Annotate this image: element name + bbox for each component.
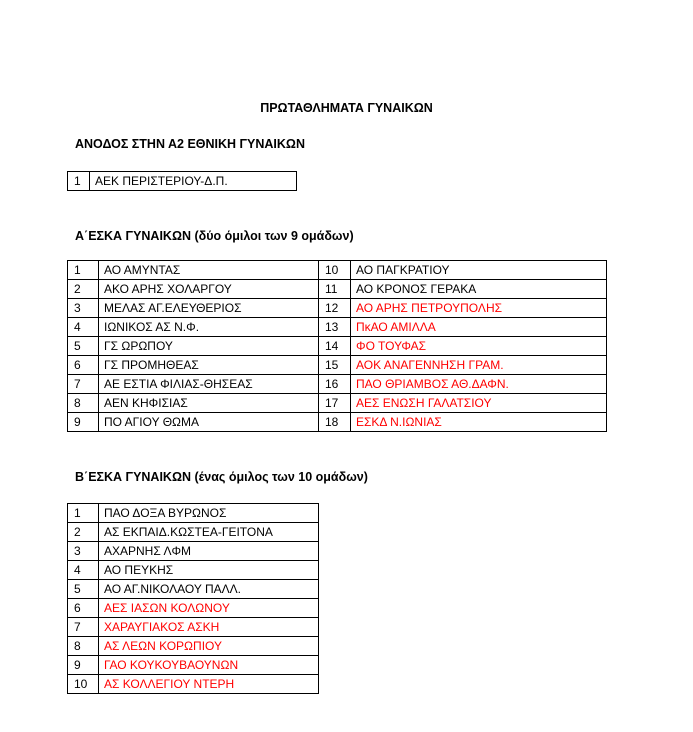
team-number: 17	[319, 394, 351, 413]
team-number: 15	[319, 356, 351, 375]
team-number: 11	[319, 280, 351, 299]
team-name: ΦΟ ΤΟΥΦΑΣ	[351, 337, 607, 356]
table-row	[68, 172, 297, 191]
team-name: ΑΟ ΚΡΟΝΟΣ ΓΕΡΑΚΑ	[351, 280, 607, 299]
table-row	[68, 561, 319, 580]
team-number: 3	[68, 299, 99, 318]
team-name: ΓΣ ΩΡΩΠΟΥ	[99, 337, 319, 356]
team-number: 13	[319, 318, 351, 337]
team-name: ΠΑΟ ΘΡΙΑΜΒΟΣ ΑΘ.ΔΑΦΝ.	[351, 375, 607, 394]
team-name: ΑΟΚ ΑΝΑΓΕΝΝΗΣΗ ΓΡΑΜ.	[351, 356, 607, 375]
team-number: 1	[68, 261, 99, 280]
table-row	[68, 675, 319, 694]
table-row	[68, 375, 607, 394]
team-name: ΓΑΟ ΚΟΥΚΟΥΒΑΟΥΝΩΝ	[99, 656, 319, 675]
table-row	[68, 337, 607, 356]
team-number: 6	[68, 599, 99, 618]
team-number: 10	[319, 261, 351, 280]
team-name: ΑΕΣ ΙΑΣΩΝ ΚΟΛΩΝΟΥ	[99, 599, 319, 618]
team-number: 1	[68, 504, 99, 523]
table-row	[68, 299, 607, 318]
team-name: ΧΑΡΑΥΓΙΑΚΟΣ ΑΣΚΗ	[99, 618, 319, 637]
table-row	[68, 637, 319, 656]
team-name: ΑΟ ΑΡΗΣ ΠΕΤΡΟΥΠΟΛΗΣ	[351, 299, 607, 318]
team-name: ΠΑΟ ΔΟΞΑ ΒΥΡΩΝΟΣ	[99, 504, 319, 523]
promotion-heading: ΑΝΟΔΟΣ ΣΤΗΝ Α2 ΕΘΝΙΚΗ ΓΥΝΑΙΚΩΝ	[75, 137, 305, 151]
team-name: ΓΣ ΠΡΟΜΗΘΕΑΣ	[99, 356, 319, 375]
page-title: ΠΡΩΤΑΘΛΗΜΑΤΑ ΓΥΝΑΙΚΩΝ	[260, 101, 433, 115]
table-row	[68, 599, 319, 618]
team-number: 8	[68, 637, 99, 656]
table-row	[68, 618, 319, 637]
table-row	[68, 413, 607, 432]
team-name: ΑΣ ΛΕΩΝ ΚΟΡΩΠΙΟΥ	[99, 637, 319, 656]
table-row	[68, 394, 607, 413]
team-name: ΑΟ ΠΕΥΚΗΣ	[99, 561, 319, 580]
team-name: ΑΕΝ ΚΗΦΙΣΙΑΣ	[99, 394, 319, 413]
team-name: ΑΧΑΡΝΗΣ ΛΦΜ	[99, 542, 319, 561]
table-row	[68, 318, 607, 337]
table-row	[68, 261, 607, 280]
a-eska-heading: Α΄ΕΣΚΑ ΓΥΝΑΙΚΩΝ (δύο όμιλοι των 9 ομάδων)	[75, 229, 354, 243]
team-number: 5	[68, 580, 99, 599]
team-number: 4	[68, 318, 99, 337]
team-number: 12	[319, 299, 351, 318]
team-name: ΑΟ ΑΓ.ΝΙΚΟΛΑΟΥ ΠΑΛΛ.	[99, 580, 319, 599]
team-name: ΕΣΚΔ Ν.ΙΩΝΙΑΣ	[351, 413, 607, 432]
team-number: 7	[68, 375, 99, 394]
team-number: 9	[68, 656, 99, 675]
team-name: ΑΕΣ ΕΝΩΣΗ ΓΑΛΑΤΣΙΟΥ	[351, 394, 607, 413]
team-name: ΠΟ ΑΓΙΟΥ ΘΩΜΑ	[99, 413, 319, 432]
table-row	[68, 356, 607, 375]
table-row	[68, 656, 319, 675]
team-number: 7	[68, 618, 99, 637]
team-name: ΑΟ ΠΑΓΚΡΑΤΙΟΥ	[351, 261, 607, 280]
team-name: ΙΩΝΙΚΟΣ ΑΣ Ν.Φ.	[99, 318, 319, 337]
b-eska-heading: Β΄ΕΣΚΑ ΓΥΝΑΙΚΩΝ (ένας όμιλος των 10 ομάδων)	[75, 470, 368, 484]
team-number: 4	[68, 561, 99, 580]
promotion-table	[67, 171, 297, 191]
team-number: 9	[68, 413, 99, 432]
team-name: ΜΕΛΑΣ ΑΓ.ΕΛΕΥΘΕΡΙΟΣ	[99, 299, 319, 318]
team-number: 1	[68, 172, 90, 191]
table-row	[68, 523, 319, 542]
a-eska-table	[67, 260, 607, 432]
team-name: ΑΕ ΕΣΤΙΑ ΦΙΛΙΑΣ-ΘΗΣΕΑΣ	[99, 375, 319, 394]
team-number: 2	[68, 280, 99, 299]
team-number: 10	[68, 675, 99, 694]
team-number: 3	[68, 542, 99, 561]
team-number: 14	[319, 337, 351, 356]
b-eska-table	[67, 503, 319, 694]
team-name: ΑΣ ΕΚΠΑΙΔ.ΚΩΣΤΕΑ-ΓΕΙΤΟΝΑ	[99, 523, 319, 542]
team-name: ΑΟ ΑΜΥΝΤΑΣ	[99, 261, 319, 280]
team-number: 5	[68, 337, 99, 356]
team-number: 6	[68, 356, 99, 375]
team-name: ΑΕΚ ΠΕΡΙΣΤΕΡΙΟΥ-Δ.Π.	[90, 172, 297, 191]
team-number: 18	[319, 413, 351, 432]
team-name: ΠκΑΟ ΑΜΙΛΛΑ	[351, 318, 607, 337]
team-number: 2	[68, 523, 99, 542]
team-name: ΑΚΟ ΑΡΗΣ ΧΟΛΑΡΓΟΥ	[99, 280, 319, 299]
table-row	[68, 280, 607, 299]
table-row	[68, 542, 319, 561]
table-row	[68, 580, 319, 599]
team-number: 16	[319, 375, 351, 394]
team-number: 8	[68, 394, 99, 413]
table-row	[68, 504, 319, 523]
team-name: ΑΣ ΚΟΛΛΕΓΙΟΥ ΝΤΕΡΗ	[99, 675, 319, 694]
